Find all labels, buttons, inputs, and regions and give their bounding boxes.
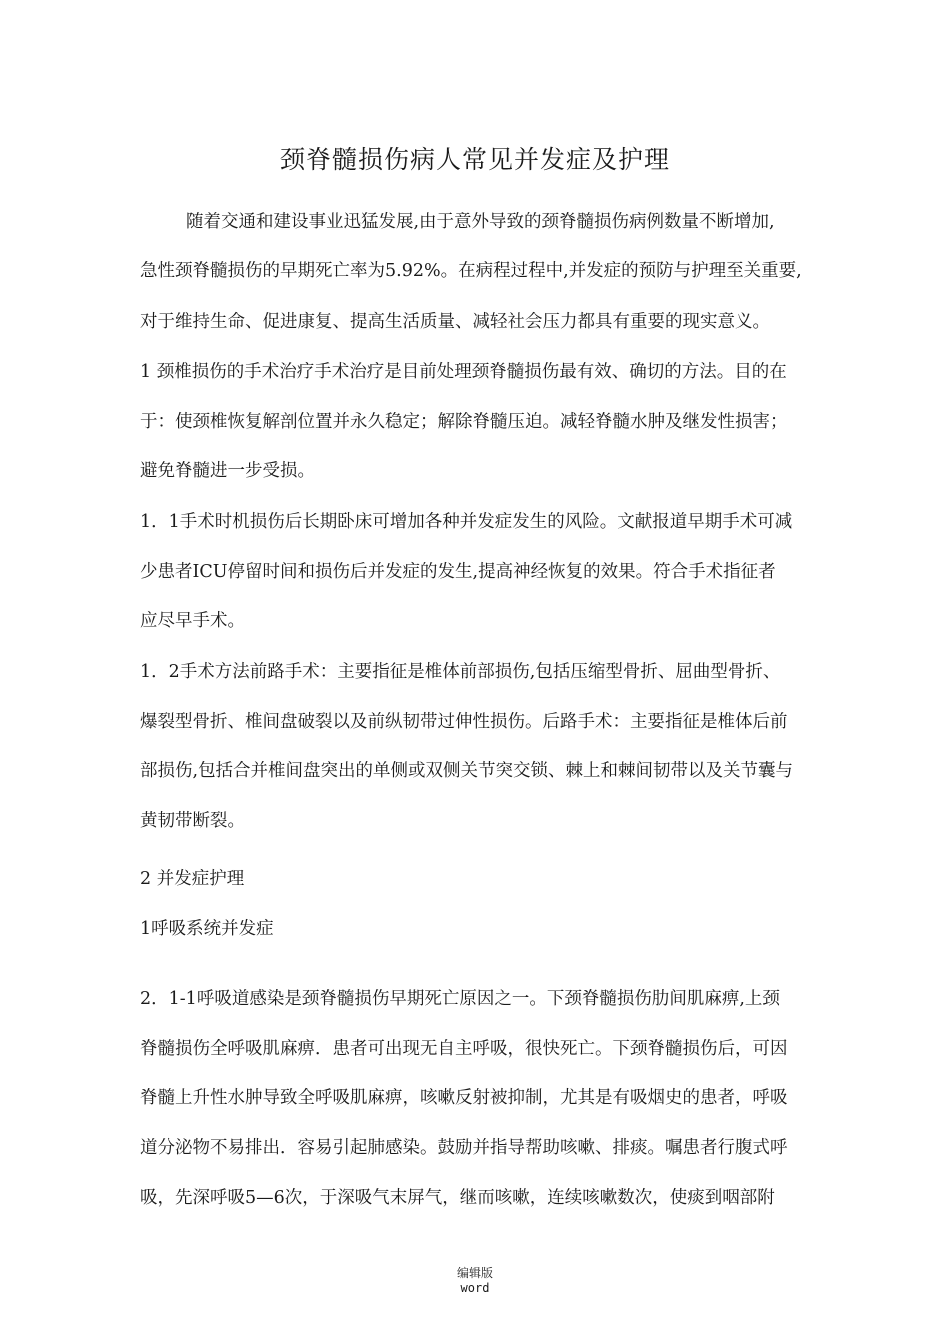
paragraph-line: 1．2手术方法前路手术：主要指征是椎体前部损伤,包括压缩型骨折、屈曲型骨折、 [140,662,781,682]
footer-label: 编辑版 [456,1266,493,1280]
paragraph-line: 2．1-1呼吸道感染是颈脊髓损伤早期死亡原因之一。下颈脊髓损伤肋间肌麻痹,上颈 [140,989,780,1009]
paragraph-line: 于：使颈椎恢复解剖位置并永久稳定；解除脊髓压迫。减轻脊髓水肿及继发性损害； [140,412,788,432]
paragraph-line: 避免脊髓进一步受损。 [140,461,315,481]
paragraph-line: 黄韧带断裂。 [140,811,245,831]
paragraph-line: 脊髓上升性水肿导致全呼吸肌麻痹，咳嗽反射被抑制，尤其是有吸烟史的患者，呼吸 [140,1088,788,1108]
footer-sublabel: word [460,1281,490,1295]
subsection-heading: 1呼吸系统并发症 [140,919,274,939]
paragraph-line: 对于维持生命、促进康复、提高生活质量、减轻社会压力都具有重要的现实意义。 [140,312,770,332]
paragraph-line: 爆裂型骨折、椎间盘破裂以及前纵韧带过伸性损伤。后路手术：主要指征是椎体后前 [140,712,788,732]
paragraph-line: 随着交通和建设事业迅猛发展,由于意外导致的颈脊髓损伤病例数量不断增加, [186,212,775,232]
document-title: 颈脊髓损伤病人常见并发症及护理 [279,145,670,174]
paragraph-line: 应尽早手术。 [140,611,245,631]
paragraph-line: 1．1手术时机损伤后长期卧床可增加各种并发症发生的风险。文献报道早期手术可减 [140,512,793,532]
paragraph-line: 部损伤,包括合并椎间盘突出的单侧或双侧关节突交锁、棘上和棘间韧带以及关节囊与 [140,761,794,781]
paragraph-line: 脊髓损伤全呼吸肌麻痹．患者可出现无自主呼吸，很快死亡。下颈脊髓损伤后，可因 [140,1039,788,1059]
paragraph-line: 急性颈脊髓损伤的早期死亡率为5.92%。在病程过程中,并发症的预防与护理至关重要, [140,261,802,281]
paragraph-line: 1 颈椎损伤的手术治疗手术治疗是目前处理颈脊髓损伤最有效、确切的方法。目的在 [140,362,787,382]
paragraph-line: 少患者ICU停留时间和损伤后并发症的发生,提高神经恢复的效果。符合手术指征者 [140,562,776,582]
paragraph-line: 道分泌物不易排出．容易引起肺感染。鼓励并指导帮助咳嗽、排痰。嘱患者行腹式呼 [140,1138,788,1158]
paragraph-line: 吸，先深呼吸5—6次，于深吸气末屏气，继而咳嗽，连续咳嗽数次，使痰到咽部附 [140,1188,775,1208]
section-heading: 2 并发症护理 [140,869,245,889]
